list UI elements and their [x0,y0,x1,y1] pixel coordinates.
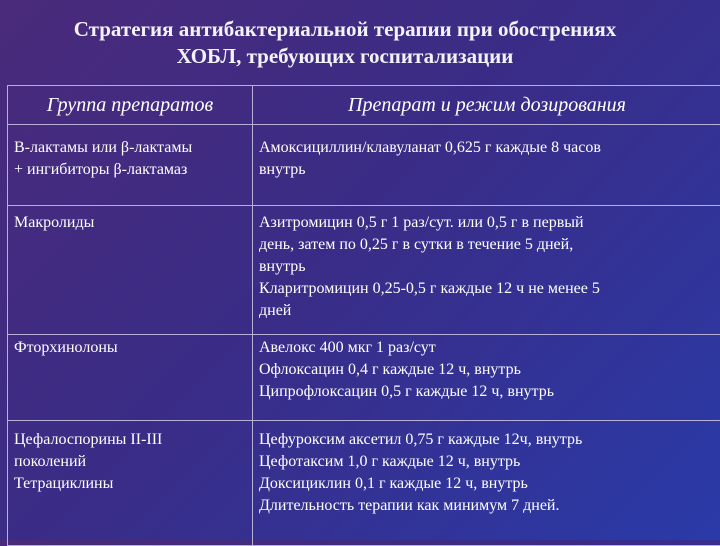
cell-line: Ципрофлоксацин 0,5 г каждые 12 ч, внутрь [259,381,715,403]
slide-title [0,16,690,70]
cell-line: + ингибиторы β-лактамаз [14,159,246,181]
antibiotic-table [7,85,720,546]
cell-line: Тетрациклины [14,473,246,495]
cell-group [8,206,253,335]
cell-group [8,335,253,421]
table-header-row [8,86,720,125]
cell-line: Макролиды [14,212,246,234]
cell-line: Цефалоспорины II-III [14,429,246,451]
cell-group [8,421,253,546]
cell-line: Доксициклин 0,1 г каждые 12 ч, внутрь [259,473,715,495]
cell-regimen [253,206,720,335]
cell-line: B-лактамы или β-лактамы [14,137,246,159]
header-drug-group: Группа препаратов [8,86,253,125]
title-line-1: Стратегия антибактериальной терапии при обострениях [0,16,690,43]
cell-line: Авелокс 400 мкг 1 раз/сут [259,337,715,359]
header-drug-regimen: Препарат и режим дозирования [253,86,720,125]
cell-line: внутрь [259,256,715,278]
title-line-2: ХОБЛ, требующих госпитализации [0,43,690,70]
cell-line: поколений [14,451,246,473]
cell-group [8,125,253,206]
table-row [8,206,720,335]
cell-line: Амоксициллин/клавуланат 0,625 г каждые 8 часов [259,137,715,159]
cell-regimen [253,421,720,546]
cell-line: Длительность терапии как минимум 7 дней. [259,495,715,517]
cell-line: день, затем по 0,25 г в сутки в течение 5 дней, [259,234,715,256]
table-row [8,125,720,206]
cell-line: внутрь [259,159,715,181]
table-row [8,335,720,421]
cell-line: Цефуроксим аксетил 0,75 г каждые 12ч, внутрь [259,429,715,451]
cell-line: Цефотаксим 1,0 г каждые 12 ч, внутрь [259,451,715,473]
cell-line: Азитромицин 0,5 г 1 раз/сут. или 0,5 г в первый [259,212,715,234]
cell-regimen [253,335,720,421]
table-row [8,421,720,546]
cell-line: дней [259,300,715,322]
cell-regimen [253,125,720,206]
cell-line: Кларитромицин 0,25-0,5 г каждые 12 ч не менее 5 [259,278,715,300]
cell-line: Фторхинолоны [14,337,246,359]
cell-line: Офлоксацин 0,4 г каждые 12 ч, внутрь [259,359,715,381]
